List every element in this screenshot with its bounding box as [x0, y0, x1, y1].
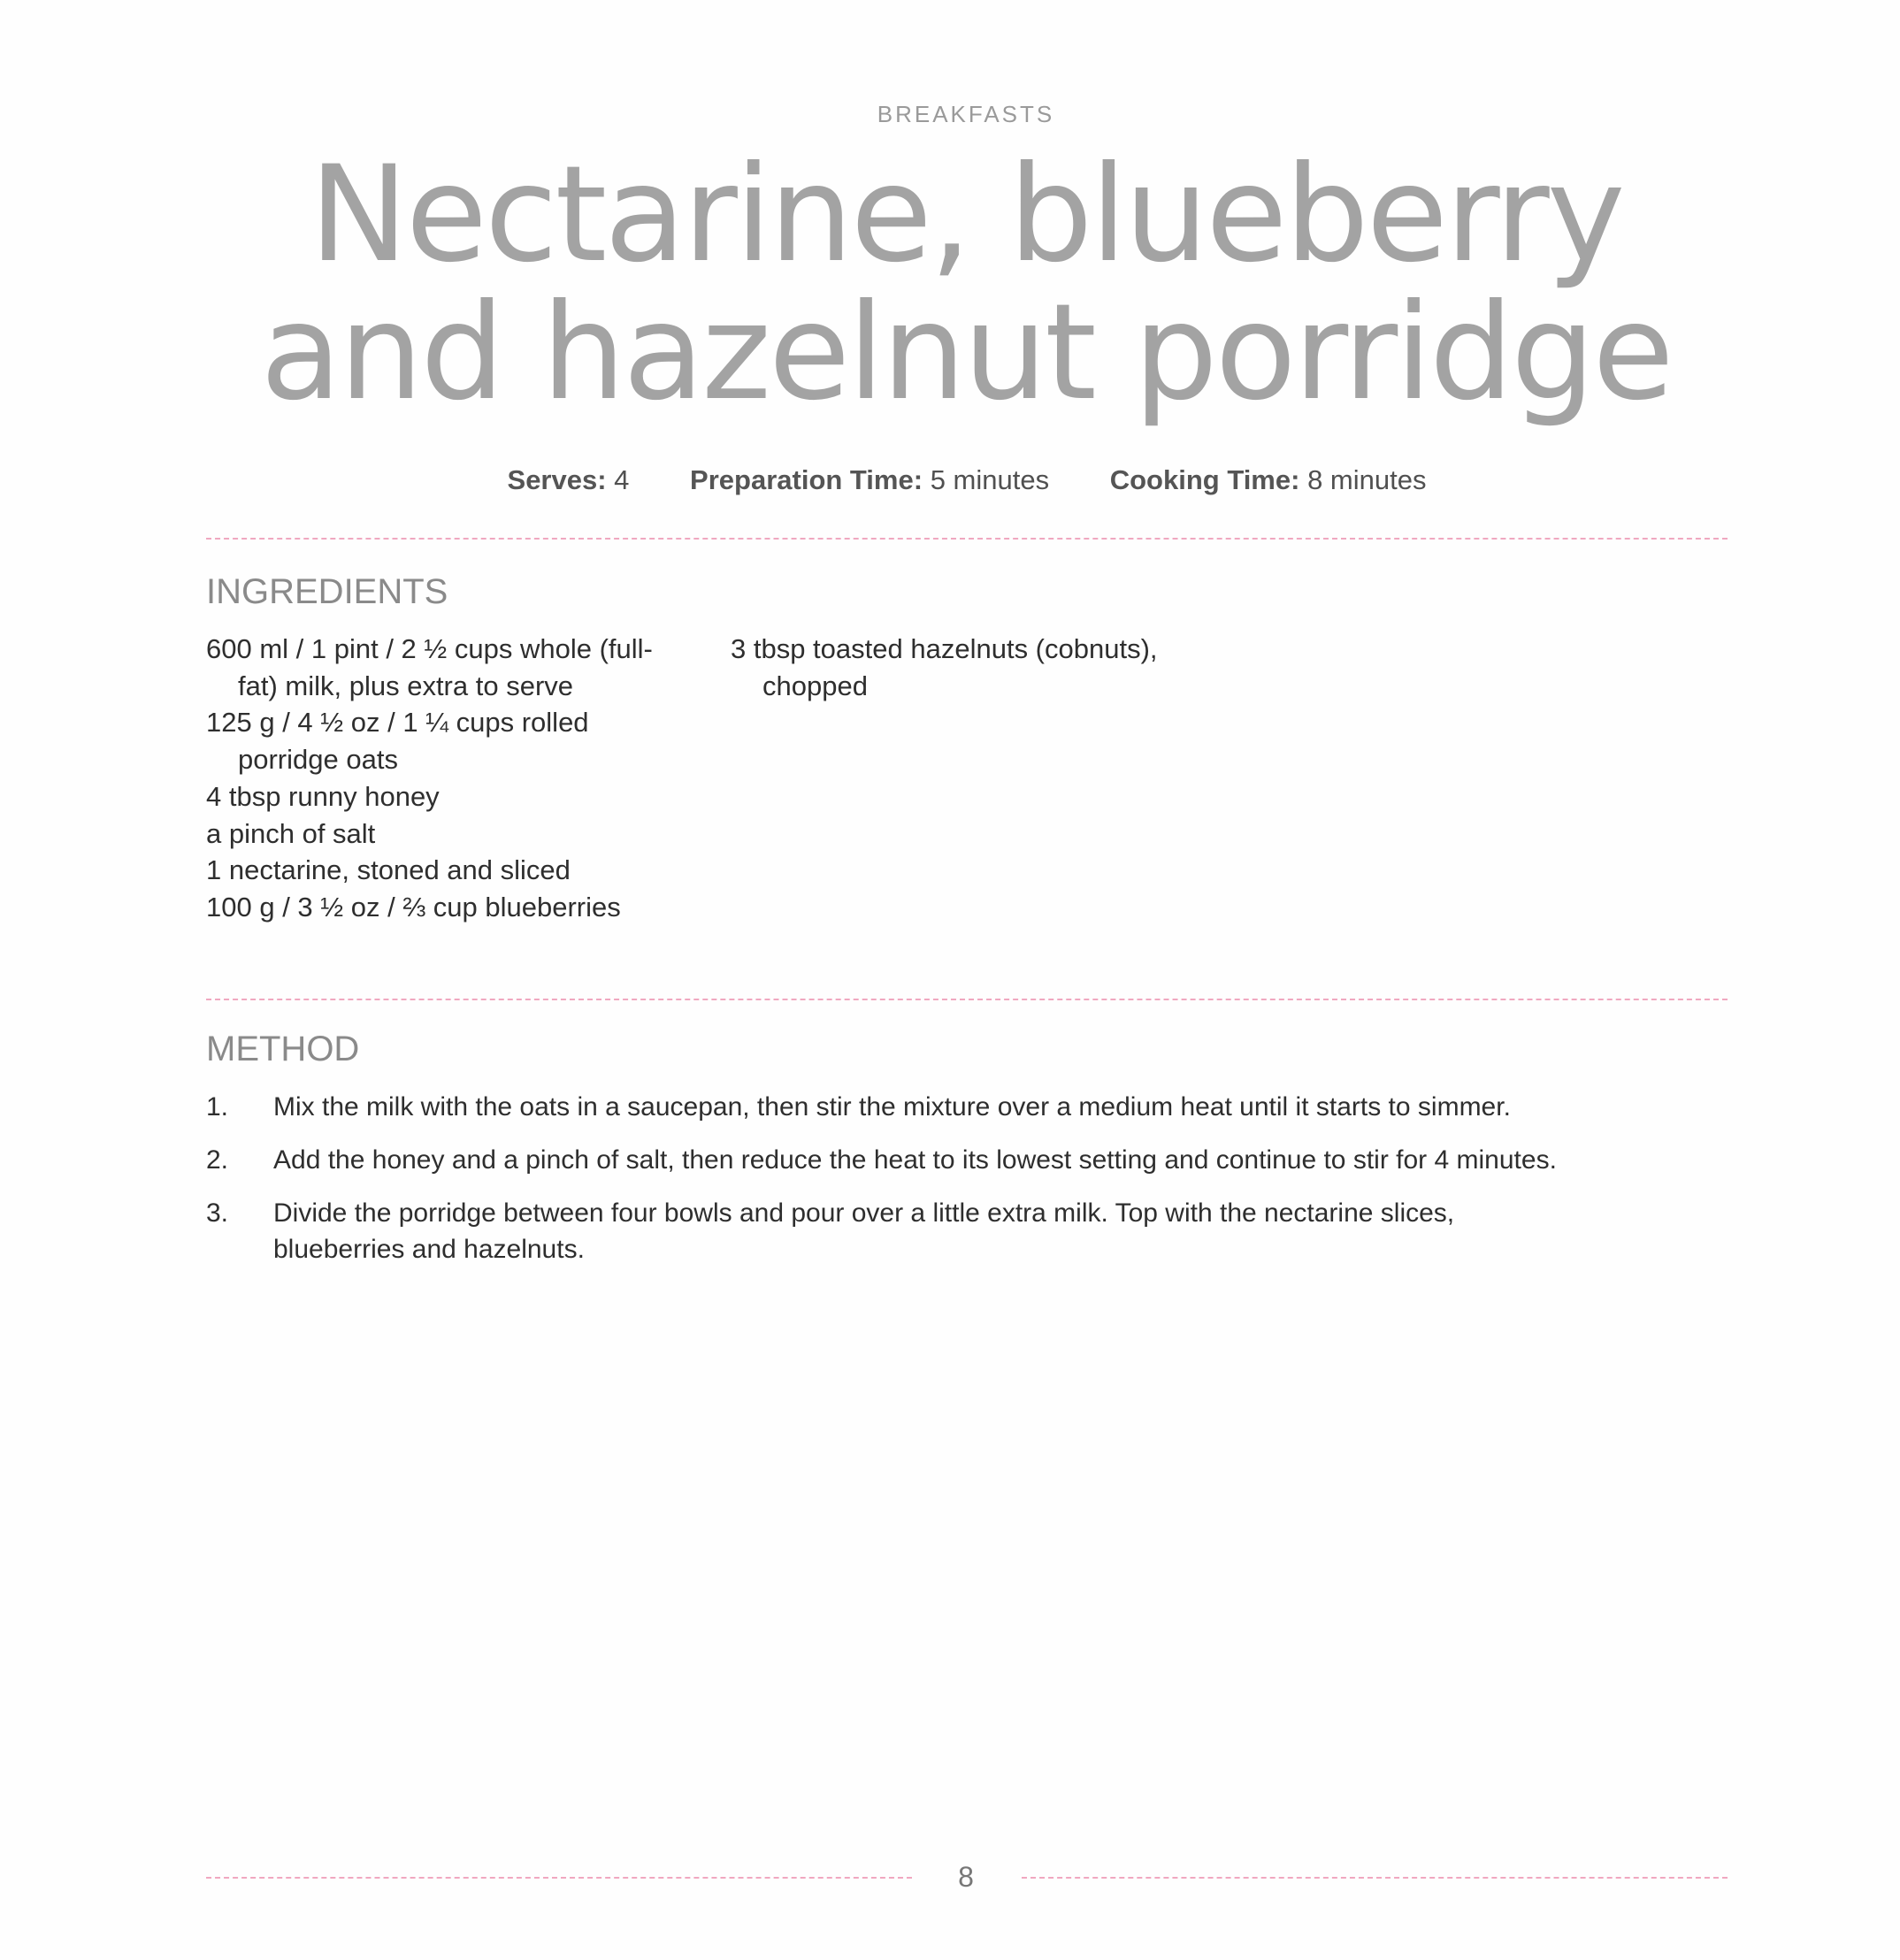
cooking-time: Cooking Time: 8 minutes: [1109, 464, 1427, 495]
ingredient: 100 g / 3 ½ oz / ⅔ cup blueberries: [206, 891, 621, 923]
step-text: Divide the porridge between four bowls and pour over a little extra milk. Top with the nectarine slices, blueberries and hazelnuts.: [273, 1198, 1455, 1264]
step-text: Add the honey and a pinch of salt, then reduce the heat to its lowest setting and continue to stir for 4 minutes.: [273, 1145, 1557, 1175]
recipe-title-line-1: Nectarine, blueberry: [309, 138, 1623, 292]
ingredient: 4 tbsp runny honey: [206, 780, 440, 812]
serves: Serves: 4: [507, 464, 630, 495]
footer-divider-left: [206, 1877, 912, 1879]
ingredient: 125 g / 4 ½ oz / 1 ¼ cups rolled porridge oats: [206, 707, 589, 776]
ingredients-heading: INGREDIENTS: [206, 572, 448, 611]
ingredient: 3 tbsp toasted hazelnuts (cobnuts), chopped: [731, 633, 1158, 701]
method-heading: METHOD: [206, 1030, 360, 1068]
step-number: 2.: [206, 1145, 229, 1175]
recipe-title-line-2: and hazelnut porridge: [260, 276, 1672, 430]
section-label: BREAKFASTS: [877, 101, 1055, 127]
page-number: 8: [958, 1861, 974, 1893]
step-number: 3.: [206, 1198, 229, 1228]
divider: [206, 538, 1728, 540]
preparation-time: Preparation Time: 5 minutes: [690, 464, 1050, 495]
ingredient: 600 ml / 1 pint / 2 ½ cups whole (full-fat) milk, plus extra to serve: [206, 633, 653, 701]
ingredients-column-2: [731, 631, 1191, 704]
ingredient: 1 nectarine, stoned and sliced: [206, 854, 571, 886]
step-number: 1.: [206, 1092, 229, 1122]
ingredients-column-1: [206, 631, 666, 926]
step-text: Mix the milk with the oats in a saucepan, then stir the mixture over a medium heat until it starts to simmer.: [273, 1092, 1511, 1122]
recipe-meta: [0, 464, 1900, 496]
ingredient: a pinch of salt: [206, 817, 376, 849]
footer-divider-right: [1022, 1877, 1728, 1879]
divider: [206, 999, 1728, 1000]
